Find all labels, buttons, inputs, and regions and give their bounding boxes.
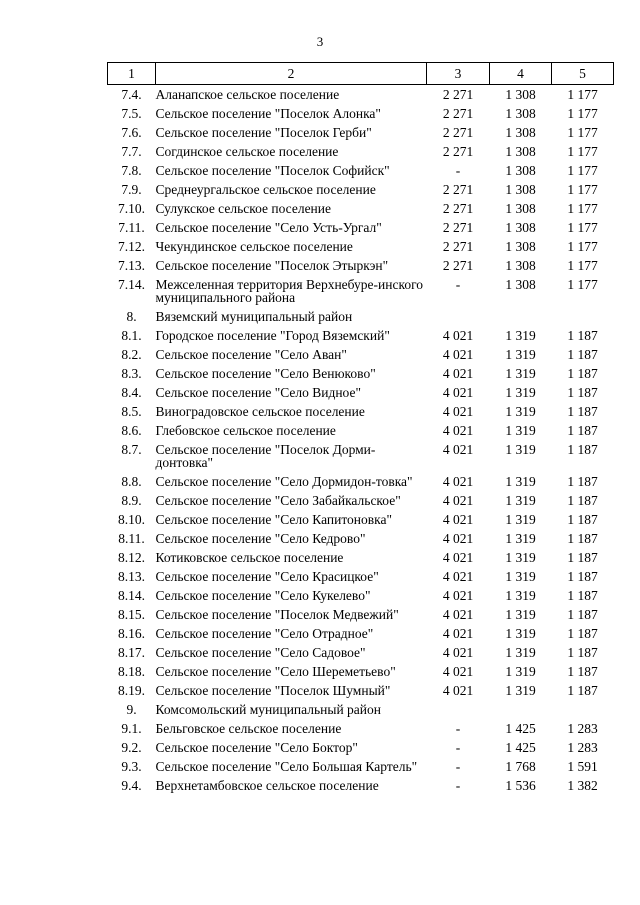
row-value-col5: 1 177 — [567, 144, 598, 159]
table-row — [108, 643, 614, 662]
table-row — [108, 237, 614, 256]
row-number: 8.18. — [118, 664, 145, 679]
table-row — [108, 529, 614, 548]
row-value-col4: 1 308 — [505, 258, 536, 273]
table-row — [108, 624, 614, 643]
row-value-col3: 2 271 — [442, 239, 474, 254]
row-number: 8.9. — [121, 493, 142, 508]
row-value-col3: 2 271 — [442, 201, 474, 216]
row-value-col3: 4 021 — [442, 385, 474, 400]
table-body — [108, 85, 614, 796]
row-number: 7.9. — [121, 182, 142, 197]
row-name: Сельское поселение "Поселок Герби" — [155, 125, 372, 140]
row-number: 8.17. — [118, 645, 145, 660]
row-value-col4: 1 319 — [505, 569, 536, 584]
column-header-1: 1 — [108, 63, 156, 85]
row-name: Сельское поселение "Село Шереметьево" — [155, 664, 396, 679]
table-row — [108, 681, 614, 700]
row-value-col3: 4 021 — [442, 531, 474, 546]
row-name: Сельское поселение "Поселок Софийск" — [155, 163, 390, 178]
row-value-col5: 1 187 — [567, 664, 598, 679]
table-row — [108, 510, 614, 529]
row-name: Сельское поселение "Село Венюково" — [155, 366, 376, 381]
row-value-col3: 4 021 — [442, 404, 474, 419]
row-value-col3: 4 021 — [442, 493, 474, 508]
row-name: Чекундинское сельское поселение — [155, 239, 353, 254]
table-row — [108, 345, 614, 364]
row-name: Вяземский муниципальный район — [155, 309, 353, 324]
row-value-col4: 1 319 — [505, 626, 536, 641]
row-value-col4: 1 308 — [505, 182, 536, 197]
row-value-col5: 1 187 — [567, 347, 598, 362]
row-value-col3: 4 021 — [442, 347, 474, 362]
row-value-col4: 1 308 — [505, 239, 536, 254]
row-name: Сельское поселение "Поселок Дорми-донтовка" — [155, 442, 376, 470]
table-row — [108, 307, 614, 326]
table-row — [108, 662, 614, 681]
row-value-col4: 1 768 — [505, 759, 536, 774]
row-value-col5: 1 187 — [567, 683, 598, 698]
row-value-col4: 1 319 — [505, 645, 536, 660]
row-value-col5: 1 177 — [567, 201, 598, 216]
row-number: 7.11. — [118, 220, 145, 235]
row-value-col5: 1 283 — [567, 721, 598, 736]
row-name: Сельское поселение "Село Кукелево" — [155, 588, 371, 603]
row-value-col3: 4 021 — [442, 366, 474, 381]
row-name: Верхнетамбовское сельское поселение — [155, 778, 379, 793]
row-number: 8.10. — [118, 512, 145, 527]
row-value-col4: 1 319 — [505, 493, 536, 508]
row-value-col4 — [490, 700, 552, 719]
table-row — [108, 326, 614, 345]
row-value-col5: 1 177 — [567, 258, 598, 273]
row-value-col5 — [552, 700, 614, 719]
row-value-col3: 2 271 — [442, 258, 474, 273]
table-row — [108, 776, 614, 795]
row-name: Сулукское сельское поселение — [155, 201, 331, 216]
row-name: Аланапское сельское поселение — [155, 87, 340, 102]
row-value-col4: 1 319 — [505, 550, 536, 565]
row-value-col3: 4 021 — [442, 607, 474, 622]
row-number: 8.16. — [118, 626, 145, 641]
row-value-col4: 1 308 — [505, 277, 536, 292]
row-number: 7.14. — [118, 277, 145, 292]
row-name: Сельское поселение "Село Кедрово" — [155, 531, 366, 546]
table-row — [108, 199, 614, 218]
row-value-col4: 1 308 — [505, 106, 536, 121]
row-name: Согдинское сельское поселение — [155, 144, 339, 159]
row-name: Сельское поселение "Село Усть-Ургал" — [155, 220, 382, 235]
row-value-col4 — [490, 307, 552, 326]
row-number: 7.13. — [118, 258, 145, 273]
row-number: 8.14. — [118, 588, 145, 603]
row-value-col4: 1 308 — [505, 201, 536, 216]
row-name: Сельское поселение "Село Отрадное" — [155, 626, 374, 641]
table-row — [108, 402, 614, 421]
row-value-col3: 4 021 — [442, 550, 474, 565]
row-value-col3: - — [455, 740, 461, 755]
row-value-col3: 2 271 — [442, 182, 474, 197]
row-number: 7.7. — [121, 144, 142, 159]
row-value-col3: 2 271 — [442, 220, 474, 235]
row-name: Сельское поселение "Село Капитоновка" — [155, 512, 393, 527]
row-value-col4: 1 308 — [505, 144, 536, 159]
row-number: 8.3. — [121, 366, 142, 381]
row-value-col4: 1 319 — [505, 442, 536, 457]
row-value-col3: 4 021 — [442, 683, 474, 698]
row-value-col3: 4 021 — [442, 423, 474, 438]
row-value-col5: 1 187 — [567, 588, 598, 603]
row-name: Сельское поселение "Село Дормидон-товка" — [155, 474, 413, 489]
row-number: 8.15. — [118, 607, 145, 622]
row-value-col5: 1 177 — [567, 239, 598, 254]
row-name: Глебовское сельское поселение — [155, 423, 336, 438]
row-value-col5: 1 187 — [567, 512, 598, 527]
row-value-col3: 4 021 — [442, 442, 474, 457]
row-value-col5: 1 187 — [567, 442, 598, 457]
column-header-4: 4 — [490, 63, 552, 85]
row-value-col5: 1 187 — [567, 607, 598, 622]
row-name: Сельское поселение "Село Садовое" — [155, 645, 366, 660]
table-row — [108, 719, 614, 738]
table-row — [108, 700, 614, 719]
column-header-2: 2 — [156, 63, 427, 85]
table-row — [108, 161, 614, 180]
row-value-col4: 1 425 — [505, 740, 536, 755]
row-number: 8.6. — [121, 423, 142, 438]
row-value-col4: 1 319 — [505, 423, 536, 438]
row-value-col5: 1 187 — [567, 645, 598, 660]
row-value-col3: 4 021 — [442, 328, 474, 343]
row-name: Межселенная территория Верхнебуре-инского муниципального района — [155, 277, 424, 305]
row-value-col4: 1 319 — [505, 607, 536, 622]
table-row — [108, 472, 614, 491]
row-number: 8.7. — [121, 442, 142, 457]
row-name: Сельское поселение "Поселок Медвежий" — [155, 607, 399, 622]
row-value-col4: 1 308 — [505, 220, 536, 235]
table-row — [108, 491, 614, 510]
row-number: 9.1. — [121, 721, 142, 736]
row-number: 7.10. — [118, 201, 145, 216]
row-name: Котиковское сельское поселение — [155, 550, 344, 565]
row-value-col3: 2 271 — [442, 144, 474, 159]
row-value-col4: 1 319 — [505, 366, 536, 381]
row-value-col3: 4 021 — [442, 664, 474, 679]
row-value-col5: 1 187 — [567, 366, 598, 381]
row-name: Сельское поселение "Село Боктор" — [155, 740, 358, 755]
row-value-col4: 1 319 — [505, 404, 536, 419]
table-header-row — [108, 63, 614, 85]
row-value-col3: - — [455, 277, 461, 292]
row-value-col5: 1 187 — [567, 493, 598, 508]
table-row — [108, 142, 614, 161]
row-number: 8.8. — [121, 474, 142, 489]
row-value-col5: 1 187 — [567, 531, 598, 546]
row-value-col3: 4 021 — [442, 512, 474, 527]
row-value-col3: 4 021 — [442, 626, 474, 641]
row-name: Сельское поселение "Село Красицкое" — [155, 569, 379, 584]
row-value-col4: 1 308 — [505, 163, 536, 178]
row-value-col5: 1 187 — [567, 404, 598, 419]
table-row — [108, 180, 614, 199]
column-header-5: 5 — [552, 63, 614, 85]
tariff-table — [107, 62, 614, 795]
row-value-col3: 2 271 — [442, 87, 474, 102]
row-value-col4: 1 308 — [505, 125, 536, 140]
row-value-col3: - — [455, 163, 461, 178]
row-value-col5: 1 187 — [567, 550, 598, 565]
table-row — [108, 85, 614, 105]
row-value-col3: 2 271 — [442, 125, 474, 140]
row-value-col4: 1 319 — [505, 328, 536, 343]
row-number: 9.4. — [121, 778, 142, 793]
table-row — [108, 364, 614, 383]
row-value-col4: 1 319 — [505, 512, 536, 527]
row-name: Виноградовское сельское поселение — [155, 404, 365, 419]
row-number: 8.12. — [118, 550, 145, 565]
row-number: 7.4. — [121, 87, 142, 102]
row-value-col3: 2 271 — [442, 106, 474, 121]
row-number: 8.1. — [121, 328, 142, 343]
row-number: 9. — [126, 702, 137, 717]
table-row — [108, 104, 614, 123]
row-value-col5: 1 177 — [567, 277, 598, 292]
table-row — [108, 256, 614, 275]
row-value-col5: 1 177 — [567, 106, 598, 121]
row-number: 7.12. — [118, 239, 145, 254]
row-value-col3 — [427, 307, 490, 326]
row-value-col4: 1 308 — [505, 87, 536, 102]
row-name: Сельское поселение "Село Забайкальское" — [155, 493, 401, 508]
row-value-col4: 1 319 — [505, 385, 536, 400]
row-value-col4: 1 319 — [505, 531, 536, 546]
row-value-col5: 1 591 — [567, 759, 598, 774]
row-value-col4: 1 319 — [505, 664, 536, 679]
row-name: Среднеургальское сельское поселение — [155, 182, 376, 197]
row-name: Бельговское сельское поселение — [155, 721, 342, 736]
row-value-col4: 1 536 — [505, 778, 536, 793]
row-number: 8.13. — [118, 569, 145, 584]
table-row — [108, 567, 614, 586]
row-value-col5: 1 187 — [567, 385, 598, 400]
table-row — [108, 738, 614, 757]
row-number: 7.5. — [121, 106, 142, 121]
row-value-col3: 4 021 — [442, 645, 474, 660]
row-value-col5: 1 382 — [567, 778, 598, 793]
row-number: 8.19. — [118, 683, 145, 698]
row-value-col3: 4 021 — [442, 588, 474, 603]
table-row — [108, 605, 614, 624]
row-value-col5: 1 177 — [567, 220, 598, 235]
row-value-col5: 1 187 — [567, 569, 598, 584]
row-value-col3: - — [455, 759, 461, 774]
row-number: 7.8. — [121, 163, 142, 178]
row-value-col5: 1 177 — [567, 87, 598, 102]
row-value-col5: 1 187 — [567, 626, 598, 641]
row-number: 9.3. — [121, 759, 142, 774]
table-row — [108, 548, 614, 567]
table-row — [108, 218, 614, 237]
row-name: Сельское поселение "Село Аван" — [155, 347, 347, 362]
table-row — [108, 586, 614, 605]
row-value-col4: 1 425 — [505, 721, 536, 736]
table-row — [108, 275, 614, 307]
row-value-col3 — [427, 700, 490, 719]
row-number: 8.4. — [121, 385, 142, 400]
row-value-col4: 1 319 — [505, 474, 536, 489]
row-value-col5: 1 187 — [567, 423, 598, 438]
row-name: Сельское поселение "Село Видное" — [155, 385, 361, 400]
table-row — [108, 757, 614, 776]
row-name: Городское поселение "Город Вяземский" — [155, 328, 390, 343]
row-value-col3: 4 021 — [442, 569, 474, 584]
row-name: Комсомольский муниципальный район — [155, 702, 381, 717]
row-name: Сельское поселение "Поселок Этыркэн" — [155, 258, 389, 273]
row-value-col5: 1 187 — [567, 474, 598, 489]
row-value-col5: 1 187 — [567, 328, 598, 343]
row-name: Сельское поселение "Село Большая Картель" — [155, 759, 418, 774]
table-row — [108, 421, 614, 440]
row-name: Сельское поселение "Поселок Шумный" — [155, 683, 391, 698]
row-value-col3: - — [455, 778, 461, 793]
row-number: 7.6. — [121, 125, 142, 140]
row-value-col3: - — [455, 721, 461, 736]
row-value-col5: 1 177 — [567, 163, 598, 178]
row-value-col4: 1 319 — [505, 683, 536, 698]
row-number: 8. — [126, 309, 137, 324]
row-value-col3: 4 021 — [442, 474, 474, 489]
column-header-3: 3 — [427, 63, 490, 85]
row-number: 8.11. — [118, 531, 145, 546]
row-name: Сельское поселение "Поселок Алонка" — [155, 106, 381, 121]
row-number: 9.2. — [121, 740, 142, 755]
row-number: 8.5. — [121, 404, 142, 419]
table-row — [108, 440, 614, 472]
row-value-col5: 1 177 — [567, 125, 598, 140]
row-value-col5 — [552, 307, 614, 326]
row-value-col5: 1 283 — [567, 740, 598, 755]
row-value-col4: 1 319 — [505, 347, 536, 362]
row-value-col4: 1 319 — [505, 588, 536, 603]
row-number: 8.2. — [121, 347, 142, 362]
table-row — [108, 383, 614, 402]
row-value-col5: 1 177 — [567, 182, 598, 197]
page-number: 3 — [316, 34, 324, 49]
table-row — [108, 123, 614, 142]
